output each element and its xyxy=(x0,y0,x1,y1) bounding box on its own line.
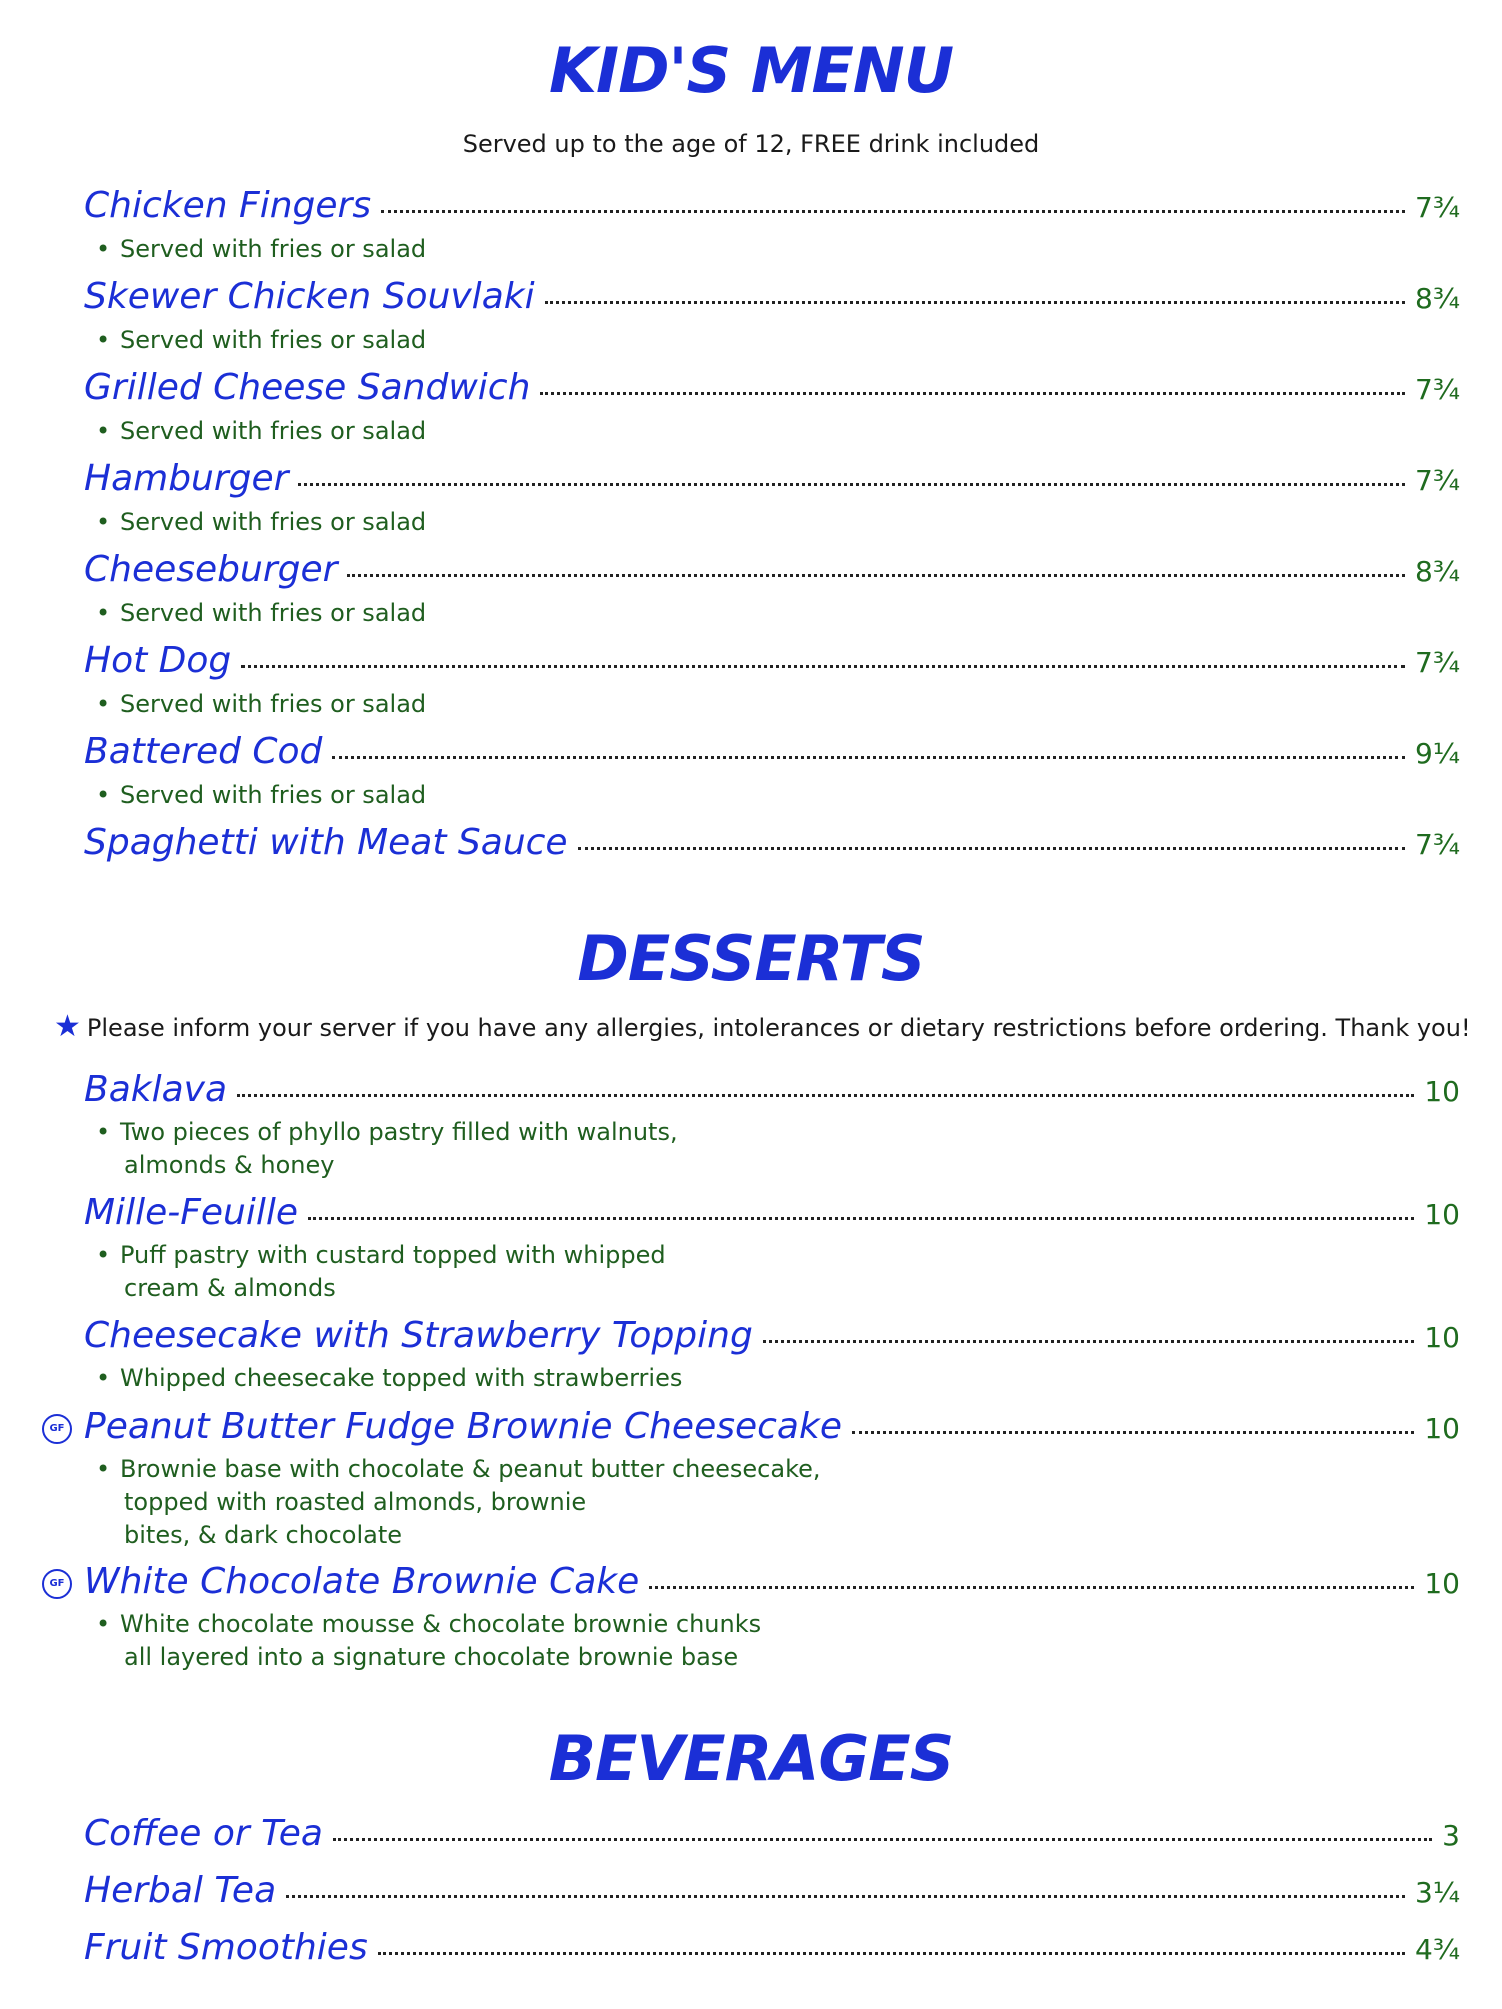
item-description: • Served with fries or salad xyxy=(96,326,427,354)
item-description: • Served with fries or salad xyxy=(96,690,427,718)
item-price: 10 xyxy=(1424,1075,1460,1108)
item-name: Cheeseburger xyxy=(84,549,338,590)
menu-item xyxy=(84,1192,1460,1241)
item-price: 7¾ xyxy=(1415,191,1460,224)
item-price: 10 xyxy=(1424,1412,1460,1445)
dot-leader xyxy=(649,1586,1414,1589)
item-price: 8¾ xyxy=(1415,555,1460,588)
dot-leader xyxy=(241,665,1405,668)
menu-item xyxy=(84,458,1460,507)
dot-leader xyxy=(333,1838,1432,1841)
item-name: Chicken Fingers xyxy=(84,185,372,226)
kids-menu-title: KID'S MENU xyxy=(548,34,954,107)
item-price: 8¾ xyxy=(1415,282,1460,315)
dot-leader xyxy=(298,483,1405,486)
item-price: 7¾ xyxy=(1415,828,1460,861)
item-name: Grilled Cheese Sandwich xyxy=(84,367,531,408)
menu-item xyxy=(84,640,1460,689)
item-description: • Served with fries or salad xyxy=(96,781,427,809)
dot-leader xyxy=(237,1094,1414,1097)
item-name: Spaghetti with Meat Sauce xyxy=(84,822,568,863)
item-name: Skewer Chicken Souvlaki xyxy=(84,276,535,317)
dot-leader xyxy=(545,301,1405,304)
item-name: Herbal Tea xyxy=(84,1870,277,1911)
menu-item xyxy=(84,276,1460,325)
dot-leader xyxy=(332,756,1405,759)
item-price: 7¾ xyxy=(1415,373,1460,406)
menu-item xyxy=(84,1813,1460,1862)
dot-leader xyxy=(347,574,1405,577)
beverages-title: BEVERAGES xyxy=(548,1722,954,1795)
item-name: Baklava xyxy=(84,1069,228,1110)
menu-item xyxy=(84,1069,1460,1118)
dot-leader xyxy=(540,392,1405,395)
item-price: 4¾ xyxy=(1415,1933,1460,1966)
item-description: • Puff pastry with custard topped with whipped cream & almonds xyxy=(96,1241,666,1302)
item-name: Battered Cod xyxy=(84,731,323,772)
item-name: White Chocolate Brownie Cake xyxy=(84,1561,640,1602)
item-name: Hamburger xyxy=(84,458,289,499)
dot-leader xyxy=(286,1895,1405,1898)
item-price: 10 xyxy=(1424,1567,1460,1600)
dot-leader xyxy=(763,1340,1415,1343)
item-description: • Served with fries or salad xyxy=(96,235,427,263)
dot-leader xyxy=(378,1952,1405,1955)
item-description: • Served with fries or salad xyxy=(96,599,427,627)
item-name: Cheesecake with Strawberry Topping xyxy=(84,1315,753,1356)
item-price: 10 xyxy=(1424,1321,1460,1354)
menu-item xyxy=(84,367,1460,416)
item-description: • Brownie base with chocolate & peanut butter cheesecake, topped with roasted almonds, brownie bites, & dark chocolate xyxy=(96,1455,821,1549)
item-description: • Served with fries or salad xyxy=(96,508,427,536)
menu-item xyxy=(84,185,1460,234)
dot-leader xyxy=(381,210,1405,213)
item-price: 7¾ xyxy=(1415,646,1460,679)
gluten-free-icon: GF xyxy=(42,1569,72,1599)
menu-item xyxy=(84,1870,1460,1919)
star-icon: ★ xyxy=(54,1009,81,1044)
menu-item xyxy=(84,822,1460,871)
item-name: Mille-Feuille xyxy=(84,1192,299,1233)
item-name: Hot Dog xyxy=(84,640,232,681)
item-description: • White chocolate mousse & chocolate brownie chunks all layered into a signature chocolate brownie base xyxy=(96,1610,762,1671)
allergy-note: ★ Please inform your server if you have any allergies, intolerances or dietary restrictions before ordering. Thank you! xyxy=(54,1009,1471,1044)
item-name: Peanut Butter Fudge Brownie Cheesecake xyxy=(84,1406,842,1447)
dot-leader xyxy=(578,847,1405,850)
item-price: 3¼ xyxy=(1415,1876,1460,1909)
item-name: Fruit Smoothies xyxy=(84,1927,368,1968)
menu-item xyxy=(84,1315,1460,1364)
item-price: 3 xyxy=(1442,1819,1460,1852)
item-price: 10 xyxy=(1424,1198,1460,1231)
menu-item xyxy=(84,1927,1460,1976)
dot-leader xyxy=(308,1217,1414,1220)
item-name: Coffee or Tea xyxy=(84,1813,323,1854)
item-price: 7¾ xyxy=(1415,464,1460,497)
desserts-title: DESSERTS xyxy=(577,922,925,995)
item-price: 9¼ xyxy=(1415,737,1460,770)
item-description: • Whipped cheesecake topped with strawberries xyxy=(96,1364,683,1392)
kids-menu-subtitle: Served up to the age of 12, FREE drink included xyxy=(462,130,1040,158)
menu-item xyxy=(84,1561,1460,1610)
menu-item xyxy=(84,549,1460,598)
item-description: • Served with fries or salad xyxy=(96,417,427,445)
dot-leader xyxy=(852,1431,1414,1434)
menu-item xyxy=(84,1406,1460,1455)
gluten-free-icon: GF xyxy=(42,1414,72,1444)
menu-item xyxy=(84,731,1460,780)
item-description: • Two pieces of phyllo pastry filled with walnuts, almonds & honey xyxy=(96,1118,678,1179)
